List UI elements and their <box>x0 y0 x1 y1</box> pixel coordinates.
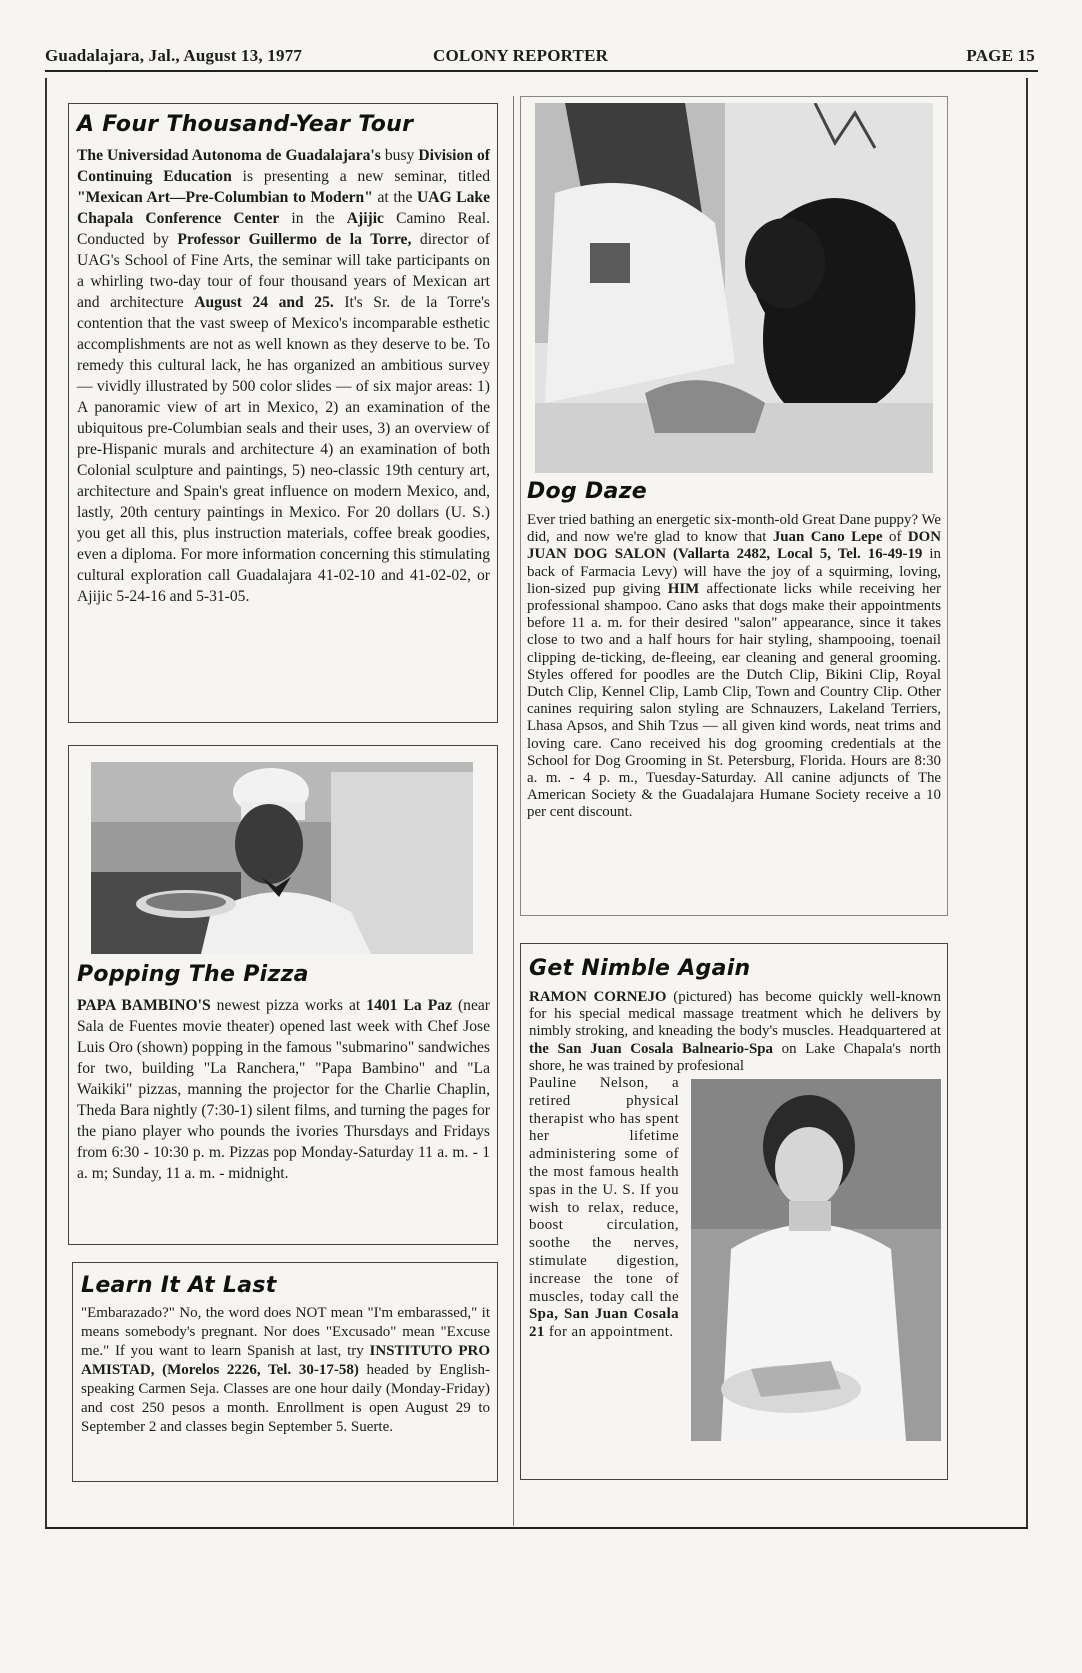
headline-tour: A Four Thousand-Year Tour <box>77 112 414 137</box>
photo-chef-pizza <box>91 762 473 954</box>
headline-spanish: Learn It At Last <box>81 1273 277 1298</box>
article-spanish <box>72 1262 498 1482</box>
right-border-line <box>1026 78 1028 1528</box>
headline-pizza: Popping The Pizza <box>77 962 309 987</box>
column-divider <box>513 96 514 1526</box>
dateline: Guadalajara, Jal., August 13, 1977 <box>45 46 303 65</box>
article-tour <box>68 103 498 723</box>
article-nimble <box>520 943 948 1480</box>
bottom-rule <box>45 1527 1028 1529</box>
article-nimble-body-continued: Pauline Nelson, a retired physical therapist who has spent her lifetime administering some of the most famous health spas in the U. S. If you wish to relax, reduce, boost circulation, soothe the nerves, stimulate digestion, increase the tone of muscles, today call the Spa, San Juan Cosala 21 for an appointment. <box>529 1075 679 1341</box>
left-border-line <box>45 78 47 1528</box>
headline-dog: Dog Daze <box>527 479 648 504</box>
masthead <box>45 42 1035 68</box>
article-tour-body: The Universidad Autonoma de Guadalajara's busy Division of Continuing Education is presenting a new seminar, titled "Mexican Art—Pre-Columbian to Modern" at the UAG Lake Chapala Conference Center in the Ajijic Camino Real. Conducted by Professor Guillermo de la Torre, director of UAG's School of Fine Arts, the seminar will take participants on a whirling two-day tour of four thousand years of Mexican art and architecture August 24 and 25. It's Sr. de la Torre's contention that the vast sweep of Mexico's incomparable esthetic accomplishments are not as well known as they deserve to be. To remedy this cultural lack, he has organized an ambitious survey — vividly illustrated by 500 color slides — of six major areas: 1) A panoramic view of art in Mexico, 2) an examination of the ubiquitous pre-Columbian seals and their uses, 3) an overview of pre-Hispanic murals and architecture 4) an examination of both Colonial sculpture and paintings, 5) neo-classic 19th century art, architecture and Spain's great influence on modern Mexico, and, lastly, 20th century paintings in Mexico. For 20 dollars (U. S.) you get all this, plus instruction materials, coffee break goodies, even a diploma. For more information concerning this stimulating cultural exploration call Guadalajara 41-02-10 and 41-02-02, or Ajijic 5-24-16 and 5-31-05. <box>77 147 491 605</box>
article-pizza <box>68 745 498 1245</box>
article-nimble-body: RAMON CORNEJO (pictured) has become quickly well-known for his special medical massage treatment which he delivers by nimbly stroking, and kneading the body's muscles. Headquartered at the San Juan Cosala Balneario-Spa on Lake Chapala's north shore, he was trained by profesional <box>529 989 941 1074</box>
headline-nimble: Get Nimble Again <box>529 956 751 981</box>
photo-poodle-grooming <box>535 103 933 473</box>
masthead-rule <box>45 70 1038 72</box>
article-dog-body: Ever tried bathing an energetic six-month-old Great Dane puppy? We did, and now we're glad to know that Juan Cano Lepe of DON JUAN DOG SALON (Vallarta 2482, Local 5, Tel. 16-49-19 in back of Farmacia Levy) will have the joy of a squirming, loving, lion-sized pup giving HIM affectionate licks while receiving her professional shampoo. Cano asks that dogs make their appointments before 11 a. m. for their desired "salon" appearance, since it takes close to two and a half hours for hair styling, shampooing, toenail clipping de-ticking, de-fleeing, ear cleaning and general grooming. Styles offered for poodles are the Dutch Clip, Bikini Clip, Royal Dutch Clip, Kennel Clip, Lamb Clip, Town and Country Clip. Other canines requiring salon styling are Schnauzers, Lakeland Terriers, Lhasa Apsos, and Shih Tzus — all given kind words, neat trims and loving care. Cano received his dog grooming credentials at the School for Dog Grooming in St. Petersburg, Florida. Hours are 8:30 a. m. - 4 p. m., Tuesday-Saturday. All canine adjuncts of The American Society & the Guadalajara Humane Society receive a 10 per cent discount. <box>527 512 941 821</box>
article-dog <box>520 96 948 916</box>
article-spanish-body: "Embarazado?" No, the word does NOT mean "I'm embarassed," it means somebody's pregnant. Nor does "Excusado" mean "Excuse me." If you want to learn Spanish at last, try INSTITUTO PRO AMISTAD, (Morelos 2226, Tel. 30-17-58) headed by English-speaking Carmen Seja. Classes are one hour daily (Monday-Friday) and cost 250 pesos a month. Enrollment is open August 29 to September 2 and classes begin September 5. Suerte. <box>81 1305 490 1435</box>
article-pizza-body: PAPA BAMBINO'S newest pizza works at 1401 La Paz (near Sala de Fuentes movie theater) opened last week with Chef Jose Luis Oro (shown) popping in the famous "submarino" sandwiches for two, building "La Ranchera," "Papa Bambino" and "La Waikiki" pizzas, manning the projector for the Charlie Chaplin, Theda Bara nightly (7:30-1) silent films, and turning the pages for the piano player who pounds the ivories Thursdays and Fridays from 6:30 - 10:30 p. m. Pizzas pop Monday-Saturday 11 a. m. - 1 a. m; Sunday, 11 a. m. - midnight. <box>77 997 490 1182</box>
page-number: PAGE 15 <box>966 46 1035 65</box>
newspaper-name: COLONY REPORTER <box>433 46 609 65</box>
photo-ramon-cornejo <box>691 1079 941 1441</box>
